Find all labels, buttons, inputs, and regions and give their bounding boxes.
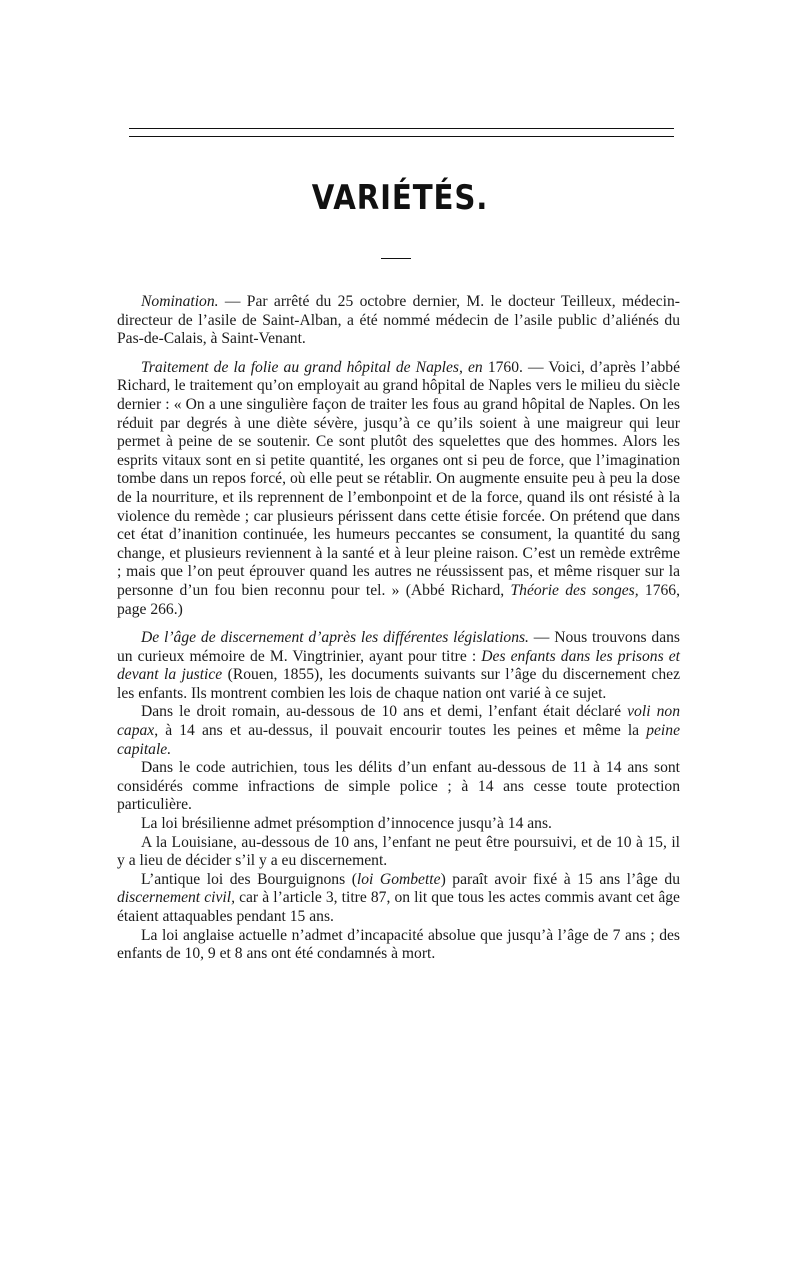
article-body: [117, 293, 680, 964]
nomination-heading: Nomination.: [141, 293, 219, 310]
memoir-title: Des enfants dans les prisons et devant la justice: [117, 647, 680, 684]
bourguignons-paragraph: [117, 871, 680, 927]
nomination-paragraph: [117, 293, 680, 349]
discernement-heading: De l’âge de discernement d’après les différentes législations.: [141, 629, 529, 647]
bourg-civil: discernement civil,: [117, 889, 235, 907]
title-separator: [381, 258, 411, 259]
bourg-text-c: car à l’article 3, titre 87, on lit que tous les actes commis avant cet âge étaient attaquables pendant 15 ans.: [117, 889, 680, 925]
droit-romain-paragraph: [117, 703, 680, 759]
traitement-source-tail: 1766, page 266.): [117, 581, 680, 618]
discernement-intro-b: (Rouen, 1855), les documents suivants sur l’âge du discernement chez les enfants. Ils montrent combien les lois de chaque nation ont varié à ce sujet.: [117, 666, 680, 702]
romain-peine: peine capitale.: [117, 722, 680, 758]
traitement-source-title: Théorie des songes,: [510, 581, 639, 599]
bourg-text-b: ) paraît avoir fixé à 15 ans l’âge du: [440, 870, 680, 888]
bourg-text-a: L’antique loi des Bourguignons (: [141, 870, 357, 888]
discernement-paragraph: [117, 629, 680, 703]
romain-text-b: , à 14 ans et au-dessus, il pouvait encourir toutes les peines et même la: [154, 722, 640, 740]
traitement-year: 1760.: [482, 358, 523, 376]
nomination-text: — Par arrêté du 25 octobre dernier, M. le docteur Teilleux, médecin-directeur de l’asile de Saint-Alban, a été nommé médecin de l’asile public d’aliénés du Pas-de-Calais, à Saint-Venant.: [117, 293, 680, 348]
traitement-text: — Voici, d’après l’abbé Richard, le traitement qu’on employait au grand hôpital de Naples vers le milieu du siècle dernier : « On a une singulière façon de traiter les fous au grand hôpital de Naples. On les réduit par degrés à une diète sévère, jusqu’à ce qu’ils soient à une maigreur qui leur permet à peine de se soutenir. Ce sont plutôt des squelettes que des hommes. Alors les esprits vitaux sont en si petite quantité, les organes ont si peu de force, que l’imagination tombe dans un repos forcé, où elle peut se rétablir. On augmente ensuite peu à peu la dose de la nourriture, et ils reprennent de l’embonpoint et de la force, quand ils ont résisté à la violence du remède ; car plusieurs périssent dans cette étisie forcée. On prétend que dans cet état d’inanition continuée, les humeurs peccantes se consument, la quantité du sang change, et plusieurs reviennent à la santé et à leur pleine raison. C’est un remède extrême ; mais que l’on peut éprouver quand les autres ne réussissent pas, et même risquer sur la personne d’un fou bien reconnu pour tel. » (Abbé Richard,: [117, 358, 680, 599]
bourg-loi: loi Gombette: [356, 870, 441, 888]
loi-anglaise-paragraph: La loi anglaise actuelle n’admet d’incapacité absolue que jusqu’à l’âge de 7 ans ; des enfants de 10, 9 et 8 ans ont été condamnés à mort.: [117, 926, 680, 963]
discernement-intro-a: — Nous trouvons dans un curieux mémoire de M. Vingtrinier, ayant pour titre :: [117, 629, 680, 665]
loi-bresilienne-paragraph: La loi brésilienne admet présomption d’innocence jusqu’à 14 ans.: [141, 815, 552, 833]
romain-latin: voli non capax: [117, 703, 680, 740]
header-rule-bottom: [129, 136, 674, 137]
header-rule-top: [129, 128, 674, 129]
traitement-heading: Traitement de la folie au grand hôpital de Naples, en: [141, 358, 483, 376]
louisiane-paragraph: A la Louisiane, au-dessous de 10 ans, l’enfant ne peut être poursuivi, et de 10 à 15, il y a lieu de décider s’il y a eu discernement.: [117, 833, 680, 870]
section-title: VARIÉTÉS.: [311, 178, 489, 218]
code-autrichien-paragraph: Dans le code autrichien, tous les délits d’un enfant au-dessous de 11 à 14 ans sont considérés comme infractions de simple police ; à 14 ans cesse toute protection particulière.: [117, 759, 680, 814]
romain-text-a: Dans le droit romain, au-dessous de 10 ans et demi, l’enfant était déclaré: [141, 703, 622, 721]
traitement-paragraph: [117, 359, 680, 619]
